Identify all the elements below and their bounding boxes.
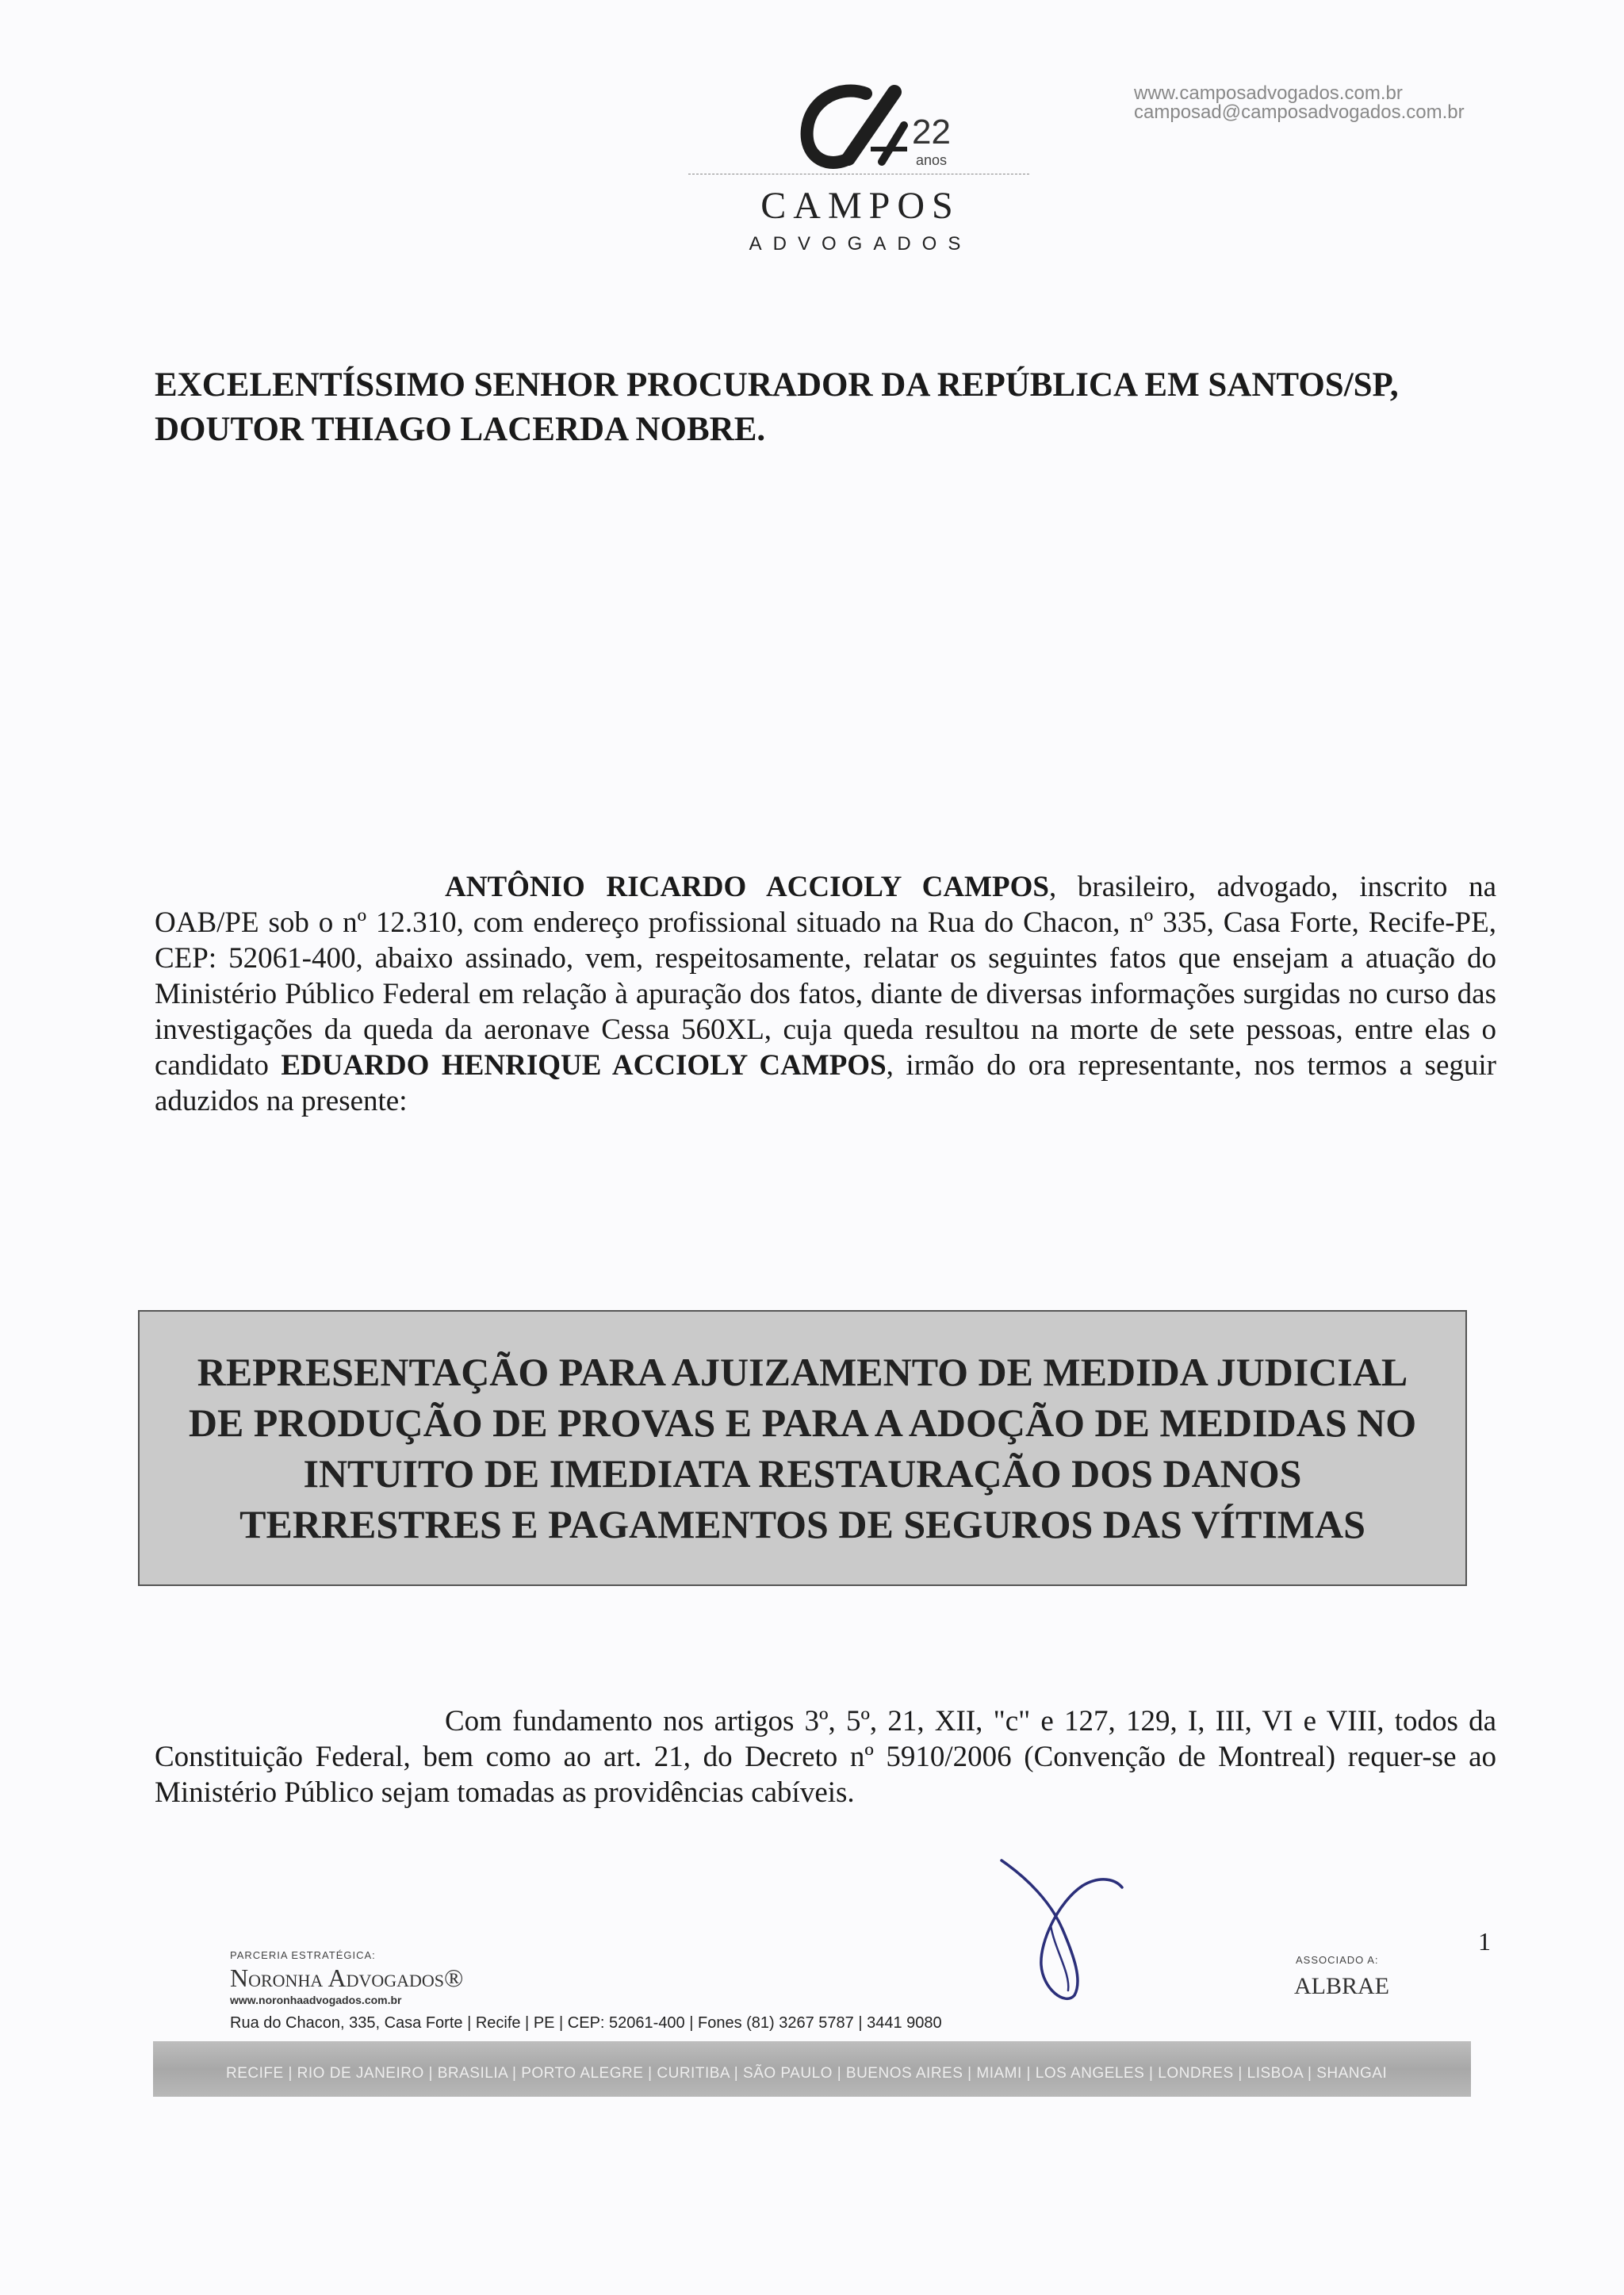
logo-years-label: anos xyxy=(916,152,948,168)
addressee-line-2: DOUTOR THIAGO LACERDA NOBRE. xyxy=(155,411,766,448)
cities-bar xyxy=(153,2041,1471,2097)
firm-subtitle: ADVOGADOS xyxy=(749,233,972,255)
partner-label: PARCERIA ESTRATÉGICA: xyxy=(230,1949,376,1961)
firm-website: www.camposadvogados.com.br xyxy=(1134,82,1403,104)
intro-text-b: , irmão do ora representante, nos termos a seguir aduzidos na presente: xyxy=(155,1049,1496,1117)
intro-paragraph xyxy=(155,869,1496,1119)
legal-basis-paragraph xyxy=(155,1703,1496,1810)
candidate-name: EDUARDO HENRIQUE ACCIOLY CAMPOS xyxy=(281,1049,887,1082)
cities-list: RECIFE | RIO DE JANEIRO | BRASILIA | PORTO ALEGRE | CURITIBA | SÃO PAULO | BUENOS AIRES | MIAMI | LOS ANGELES | LONDRES | LISBOA | SHANGAI xyxy=(226,2065,1388,2082)
firm-email: camposad@camposadvogados.com.br xyxy=(1134,102,1465,123)
partner-url: www.noronhaadvogados.com.br xyxy=(230,1994,402,2006)
addressee-line-1: EXCELENTÍSSIMO SENHOR PROCURADOR DA REPÚBLICA EM SANTOS/SP, xyxy=(155,366,1399,404)
association-name: ALBRAE xyxy=(1294,1973,1389,1999)
firm-name: CAMPOS xyxy=(760,185,960,227)
intro-text-a: , brasileiro, advogado, inscrito na OAB/PE sob o nº 12.310, com endereço profissional situado na Rua do Chacon, nº 335, Casa Forte, Recife-PE, CEP: 52061-400, abaixo assinado, vem, respeitosamente, relatar os seguintes fatos que ensejam a atuação do Ministério Público Federal em relação à apuração dos fatos, diante de diversas informações surgidas no curso das investigações da queda da aeronave Cessa 560XL, cuja queda resultou na morte de sete pessoas, entre elas o candidato xyxy=(155,871,1496,1082)
petition-title-box xyxy=(138,1310,1467,1586)
partner-name: Noronha Advogados® xyxy=(230,1964,464,1992)
legal-basis-text: Com fundamento nos artigos 3º, 5º, 21, XII, "c" e 127, 129, I, III, VI e VIII, todos da Constituição Federal, bem como ao art. 21, do Decreto nº 5910/2006 (Convenção de Montreal) requer-se ao Ministério Público sejam tomadas as providências cabíveis. xyxy=(155,1705,1496,1809)
office-address: Rua do Chacon, 335, Casa Forte | Recife | PE | CEP: 52061-400 | Fones (81) 3267 5787 | 3441 9080 xyxy=(230,2014,942,2032)
handwritten-signature xyxy=(995,1854,1130,2005)
page-number: 1 xyxy=(1478,1927,1491,1956)
logo-years-number: 22 xyxy=(912,113,951,151)
association-label: ASSOCIADO A: xyxy=(1296,1954,1379,1966)
petition-title: REPRESENTAÇÃO PARA AJUIZAMENTO DE MEDIDA JUDICIAL DE PRODUÇÃO DE PROVAS E PARA A ADOÇÃO DE MEDIDAS NO INTUITO DE IMEDIATA RESTAURAÇÃO DOS DANOS TERRESTRES E PAGAMENTOS DE SEGUROS DAS VÍTIMAS xyxy=(188,1350,1417,1546)
representative-name: ANTÔNIO RICARDO ACCIOLY CAMPOS xyxy=(445,871,1049,903)
addressee-block xyxy=(155,363,1503,452)
